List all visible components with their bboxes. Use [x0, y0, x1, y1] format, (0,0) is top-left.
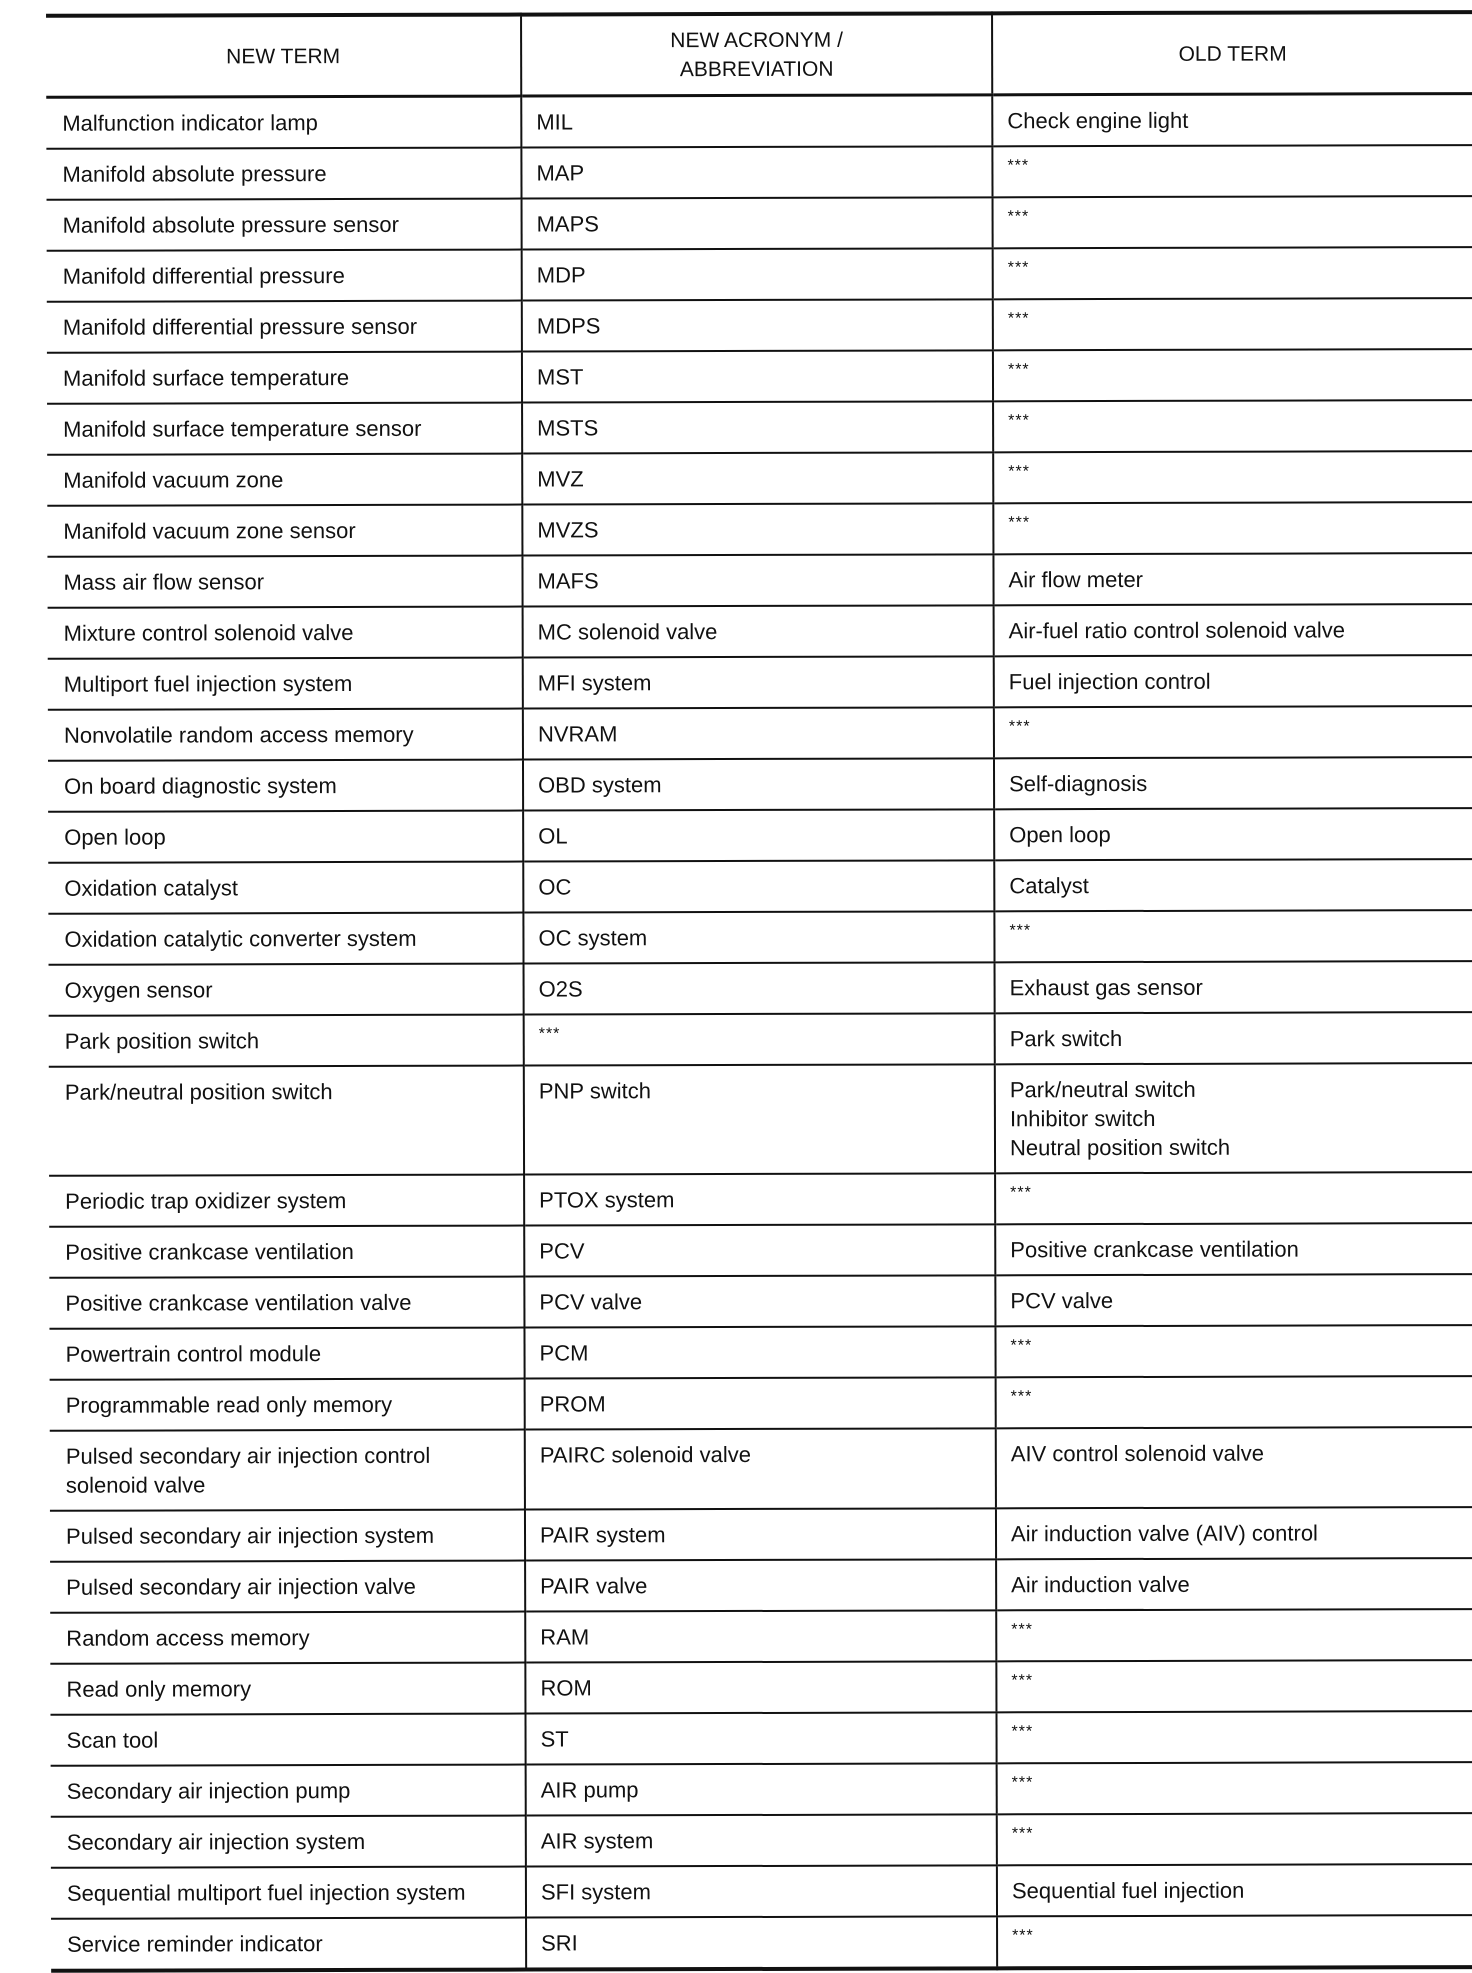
old-term-line: Neutral position switch [1009, 1134, 1231, 1161]
old-term-cell [996, 1507, 1472, 1559]
old-term-line: *** [1007, 259, 1030, 277]
table-row [47, 247, 1472, 302]
old-term-cell [995, 1223, 1472, 1275]
old-term-cell [995, 1172, 1472, 1224]
table-row [51, 1813, 1472, 1868]
acronym-cell: MVZS [522, 503, 993, 555]
table-row [49, 961, 1472, 1016]
new-term-cell: Oxidation catalytic converter system [48, 913, 523, 965]
old-term-cell [994, 808, 1472, 860]
header-new-acronym-line2: ABBREVIATION [679, 57, 834, 82]
new-term-cell: Manifold absolute pressure sensor [47, 199, 522, 251]
table-row [49, 1325, 1472, 1380]
new-term-cell: Pulsed secondary air injection valve [50, 1561, 525, 1613]
table-row [48, 706, 1472, 761]
acronym-cell: PCV [524, 1224, 995, 1276]
old-term-line: *** [1007, 361, 1030, 379]
old-term-line: Sequential fuel injection [1011, 1877, 1245, 1904]
old-term-line: Air induction valve (AIV) control [1010, 1520, 1318, 1547]
old-term-cell [994, 604, 1472, 656]
acronym-cell: MST [522, 350, 993, 402]
old-term-cell [995, 1063, 1472, 1173]
acronym-cell: MAPS [522, 197, 993, 249]
old-term-line: Air-fuel ratio control solenoid valve [1008, 617, 1345, 644]
new-term-cell: Sequential multiport fuel injection system [51, 1867, 526, 1919]
new-term-cell: Open loop [48, 811, 523, 863]
table-row [51, 1915, 1472, 1971]
new-term-cell: Park/neutral position switch [49, 1066, 524, 1176]
new-term-cell: Manifold absolute pressure [46, 148, 521, 200]
new-term-cell: Service reminder indicator [67, 1931, 323, 1957]
old-term-cell [993, 553, 1472, 605]
acronym-cell: OL [523, 809, 994, 861]
old-term-cell [992, 145, 1472, 197]
table-row [47, 451, 1472, 506]
old-term-cell [992, 94, 1472, 147]
old-term-cell [994, 655, 1472, 707]
old-term-line: Exhaust gas sensor [1009, 974, 1203, 1001]
old-term-cell [996, 1427, 1472, 1508]
old-term-line: Air induction valve [1011, 1571, 1190, 1598]
table-row [48, 910, 1472, 965]
old-term-line: Self-diagnosis [1009, 770, 1148, 797]
old-term-cell [997, 1762, 1472, 1814]
old-term-cell [993, 400, 1472, 452]
table-row [47, 196, 1472, 251]
table-row [50, 1660, 1472, 1715]
new-term-cell: Secondary air injection pump [51, 1765, 526, 1817]
table-row [50, 1609, 1472, 1664]
table-body [46, 94, 1472, 1971]
table-row [51, 1762, 1472, 1817]
acronym-cell: OBD system [523, 758, 994, 810]
table-row [47, 553, 1472, 608]
old-term-cell [996, 1660, 1472, 1712]
acronym-cell: PNP switch [524, 1064, 995, 1174]
acronym-cell: MVZ [522, 452, 993, 504]
old-term-line: PCV valve [1010, 1288, 1114, 1314]
old-term-line: Inhibitor switch [1009, 1105, 1156, 1132]
acronym-cell: MDPS [522, 299, 993, 351]
old-term-cell [995, 1012, 1472, 1064]
acronym-cell: PTOX system [524, 1173, 995, 1225]
acronym-cell: MAP [521, 146, 992, 198]
table-row [47, 502, 1472, 557]
table-row [48, 859, 1472, 914]
new-term-cell: Positive crankcase ventilation [49, 1226, 524, 1278]
acronym-cell: MDP [522, 248, 993, 300]
acronym-cell: PROM [525, 1377, 996, 1429]
old-term-line: *** [1007, 310, 1030, 328]
old-term-line: *** [1011, 1621, 1033, 1639]
new-term-cell: Multiport fuel injection system [48, 658, 523, 710]
new-term-cell: Pulsed secondary air injection control solenoid valve [50, 1430, 525, 1511]
new-term-cell: Manifold vacuum zone sensor [47, 505, 522, 557]
old-term-line: *** [1011, 1723, 1034, 1741]
acronym-cell: MSTS [522, 401, 993, 453]
new-term-cell: Malfunction indicator lamp [46, 96, 521, 149]
acronym-cell: AIR pump [526, 1763, 997, 1815]
acronym-cell: AIR system [526, 1814, 997, 1866]
old-term-cell [993, 349, 1472, 401]
new-term-cell: Oxidation catalyst [48, 862, 523, 914]
new-term-cell: On board diagnostic system [48, 760, 523, 812]
old-term-cell [993, 196, 1472, 248]
old-term-cell [993, 247, 1472, 299]
table-row [48, 604, 1472, 659]
old-term-line: Air flow meter [1008, 566, 1144, 593]
old-term-line: *** [1008, 514, 1031, 532]
new-term-cell: Manifold vacuum zone [47, 454, 522, 506]
header-old-term: OLD TERM [992, 12, 1472, 95]
terminology-table [46, 10, 1472, 1973]
old-term-line: Open loop [1009, 822, 1111, 848]
table-row [50, 1711, 1472, 1766]
acronym-cell: PAIRC solenoid valve [525, 1428, 996, 1509]
new-term-cell: Programmable read only memory [50, 1379, 525, 1431]
table-row [48, 655, 1472, 710]
old-term-line: *** [1011, 1825, 1034, 1843]
new-term-cell: Read only memory [50, 1663, 525, 1715]
new-term-cell: Positive crankcase ventilation valve [49, 1277, 524, 1329]
new-term-cell: Pulsed secondary air injection system [50, 1510, 525, 1562]
new-term-cell: Manifold differential pressure [47, 250, 522, 302]
new-term-cell: Mixture control solenoid valve [48, 607, 523, 659]
new-term-cell: Mass air flow sensor [47, 556, 522, 608]
table-row [46, 145, 1472, 200]
new-term-cell: Manifold surface temperature sensor [47, 403, 522, 455]
new-term-cell: Nonvolatile random access memory [48, 709, 523, 761]
old-term-cell [994, 859, 1472, 911]
new-term-cell: Manifold differential pressure sensor [47, 301, 522, 353]
acronym-cell: PCM [524, 1326, 995, 1378]
acronym-cell: MAFS [522, 554, 993, 606]
old-term-cell [996, 1609, 1472, 1661]
table-row [50, 1376, 1472, 1431]
old-term-cell [993, 502, 1472, 554]
table-row [47, 400, 1472, 455]
table-row [50, 1507, 1472, 1562]
old-term-cell [997, 1813, 1472, 1865]
old-term-line: *** [1011, 1774, 1034, 1792]
old-term-line: *** [1010, 1388, 1033, 1406]
table-row [49, 1012, 1472, 1067]
table-row [48, 757, 1472, 812]
acronym-cell: O2S [524, 962, 995, 1014]
old-term-cell [994, 706, 1472, 758]
old-term-cell [996, 1711, 1472, 1763]
acronym-cell: ST [525, 1712, 996, 1764]
old-term-cell [995, 1325, 1472, 1377]
old-term-line: *** [1007, 157, 1030, 175]
table-row [49, 1274, 1472, 1329]
old-term-cell [994, 757, 1472, 809]
old-term-line: AIV control solenoid valve [1010, 1440, 1264, 1467]
old-term-line: *** [1011, 1672, 1034, 1690]
acronym-cell: OC system [523, 911, 994, 963]
new-term-cell: Scan tool [50, 1714, 525, 1766]
old-term-line: Fuel injection control [1008, 668, 1211, 695]
old-term-line: *** [1010, 1337, 1033, 1355]
new-term-cell: Secondary air injection system [51, 1816, 526, 1868]
acronym-cell: MC solenoid valve [523, 605, 994, 657]
acronym-cell: MFI system [523, 656, 994, 708]
acronym-cell: PAIR system [525, 1508, 996, 1560]
table-row [49, 1063, 1472, 1176]
old-term-line: Park/neutral switch [1009, 1076, 1196, 1103]
new-term-cell: Manifold surface temperature [47, 352, 522, 404]
old-term-cell [997, 1915, 1472, 1968]
acronym-cell: *** [524, 1013, 995, 1065]
old-term-line: *** [1008, 412, 1030, 430]
table-row [51, 1864, 1472, 1919]
old-term-line: *** [1008, 718, 1031, 736]
acronym-cell: PCV valve [524, 1275, 995, 1327]
table-row [47, 349, 1472, 404]
new-term-cell: Park position switch [49, 1015, 524, 1067]
old-term-cell [993, 298, 1472, 350]
old-term-cell [995, 1274, 1472, 1326]
old-term-line: Park switch [1009, 1025, 1123, 1052]
old-term-cell [997, 1864, 1472, 1916]
old-term-cell [993, 451, 1472, 503]
old-term-cell [996, 1558, 1472, 1610]
new-term-cell: Powertrain control module [49, 1328, 524, 1380]
new-term-cell: Oxygen sensor [49, 964, 524, 1016]
acronym-cell: NVRAM [523, 707, 994, 759]
acronym-cell: SRI [526, 1916, 997, 1969]
old-term-line: *** [1010, 1184, 1032, 1202]
old-term-cell [995, 961, 1472, 1013]
old-term-line: Catalyst [1009, 873, 1089, 899]
header-new-acronym [521, 13, 992, 96]
header-new-acronym-line1: NEW ACRONYM / [670, 28, 843, 53]
table-header-row [46, 12, 1472, 97]
table-row [49, 1172, 1472, 1227]
new-term-cell: Random access memory [50, 1612, 525, 1664]
table-row [50, 1427, 1472, 1511]
acronym-cell: ROM [525, 1661, 996, 1713]
old-term-cell [996, 1376, 1472, 1428]
acronym-cell: MIL [521, 95, 992, 148]
acronym-cell: SFI system [526, 1865, 997, 1917]
new-term-cell: Periodic trap oxidizer system [49, 1175, 524, 1227]
old-term-line: *** [1009, 922, 1032, 940]
old-term-line: *** [1008, 463, 1030, 481]
acronym-cell: PAIR valve [525, 1559, 996, 1611]
table-row [49, 1223, 1472, 1278]
old-term-line: *** [1007, 208, 1030, 226]
acronym-cell: RAM [525, 1610, 996, 1662]
header-new-term: NEW TERM [46, 15, 521, 98]
acronym-cell: OC [523, 860, 994, 912]
old-term-line: *** [1012, 1927, 1034, 1945]
old-term-line: Positive crankcase ventilation [1010, 1236, 1299, 1263]
table-row [46, 94, 1472, 149]
table-row [50, 1558, 1472, 1613]
old-term-cell [994, 910, 1472, 962]
old-term-line: Check engine light [1007, 107, 1189, 134]
table-row [48, 808, 1472, 863]
table-row [47, 298, 1472, 353]
